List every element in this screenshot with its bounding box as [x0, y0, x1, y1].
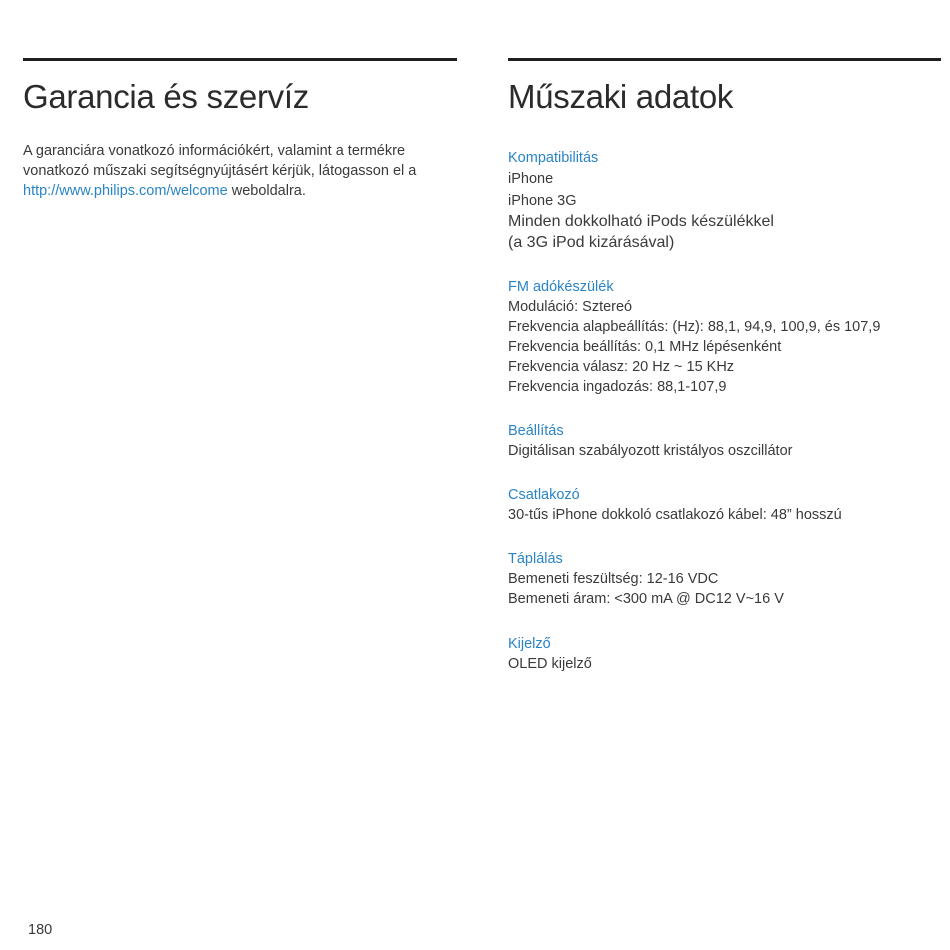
spec-section-tuning	[508, 421, 941, 461]
specs-column	[508, 58, 941, 674]
spec-section-display	[508, 634, 941, 674]
spec-section-power	[508, 549, 941, 609]
spec-line: (a 3G iPod kizárásával)	[508, 234, 675, 251]
spec-section-connector	[508, 485, 941, 525]
spec-line: Frekvencia ingadozás: 88,1-107,9	[508, 379, 727, 395]
warranty-text	[23, 141, 457, 201]
spec-line: 30-tűs iPhone dokkoló csatlakozó kábel: 48” hosszú	[508, 507, 842, 523]
spec-line: Digitálisan szabályozott kristályos oszcillátor	[508, 443, 793, 459]
spec-section-title: Kompatibilitás	[508, 150, 599, 166]
spec-line: Frekvencia beállítás: 0,1 MHz lépésenként	[508, 339, 782, 355]
spec-line: Bemeneti feszültség: 12-16 VDC	[508, 571, 719, 587]
philips-welcome-link[interactable]: http://www.philips.com/welcome	[23, 183, 228, 199]
spec-line: iPhone 3G	[508, 193, 577, 209]
warranty-heading: Garancia és szervíz	[23, 78, 309, 115]
spec-line: Minden dokkolható iPods készülékkel	[508, 213, 774, 230]
spec-section-title: Beállítás	[508, 423, 564, 439]
spec-line: Moduláció: Sztereó	[508, 299, 633, 315]
top-rule-right	[508, 58, 941, 61]
spec-section-compatibility	[508, 148, 941, 253]
spec-line: iPhone	[508, 171, 554, 187]
spec-line: Bemeneti áram: <300 mA @ DC12 V~16 V	[508, 591, 784, 607]
warranty-text-before: A garanciára vonatkozó információkért, valamint a termékre vonatkozó műszaki segítségnyújtásért kérjük, látogasson el a	[23, 143, 417, 179]
spec-section-title: Táplálás	[508, 551, 563, 567]
page-number: 180	[28, 922, 53, 938]
specs-heading: Műszaki adatok	[508, 78, 734, 115]
spec-line: Frekvencia alapbeállítás: (Hz): 88,1, 94,9, 100,9, és 107,9	[508, 319, 881, 335]
spec-section-fm-transmitter	[508, 277, 941, 397]
spec-section-title: Csatlakozó	[508, 487, 580, 503]
warranty-text-after: weboldalra.	[227, 183, 306, 199]
spec-line: OLED kijelző	[508, 656, 592, 672]
spec-line: Frekvencia válasz: 20 Hz ~ 15 KHz	[508, 359, 735, 375]
spec-section-title: Kijelző	[508, 636, 551, 652]
top-rule-left	[23, 58, 457, 61]
warranty-column	[23, 58, 457, 216]
spec-section-title: FM adókészülék	[508, 279, 614, 295]
